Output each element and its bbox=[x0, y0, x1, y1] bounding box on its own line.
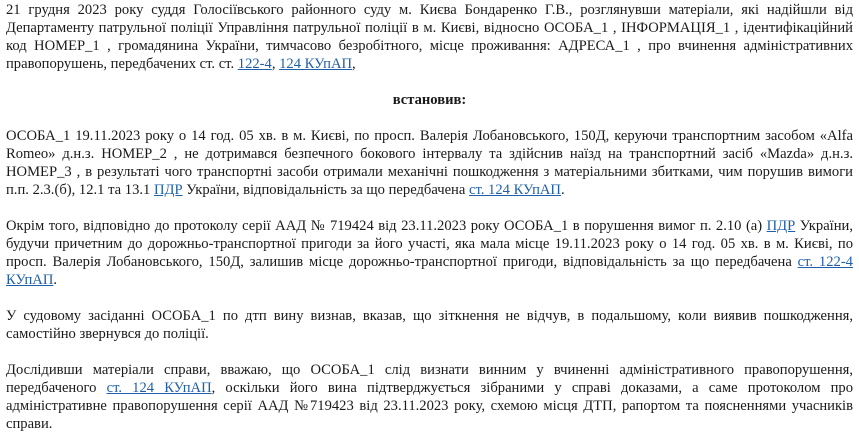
link-article-124-kupap[interactable]: ст. 124 КУпАП bbox=[468, 182, 561, 198]
link-article-122-4-kupap[interactable]: ст. 122-4 КУпАП bbox=[6, 254, 853, 288]
paragraph-hearing bbox=[6, 307, 853, 343]
section-heading: встановив: bbox=[392, 92, 467, 108]
paragraph-text: У судовому засіданні ОСОБА_1 по дтп вину визнав, вказав, що зіткнення не відчув, в подальшому, коли виявив пошкодження, самостійно звернувся до поліції. bbox=[6, 308, 853, 342]
paragraph-text: ОСОБА_1 19.11.2023 року о 14 год. 05 хв. в м. Києві, по просп. Валерія Лобановського, 150Д, керуючи транспортним засобом «Alfa Romeo» д.н.з. НОМЕР_2 , не дотримався безпечного бокового інтервалу та здійснив наїзд на транспортний засіб «Mazda» д.н.з. НОМЕР_3 , в результаті чого транспортні засоби отримали механічні пошкодження з матеріальними збитками, чим порушив вимоги п.п. 2.3.(б), 12.1 та 13.1 bbox=[6, 128, 853, 198]
paragraph-intro bbox=[6, 1, 853, 73]
link-article-122-4[interactable]: 122-4 bbox=[237, 56, 272, 72]
paragraph-text: Окрім того, відповідно до протоколу серії ААД № 719424 від 23.11.2023 року ОСОБА_1 в порушення вимог п. 2.10 (а) bbox=[6, 218, 767, 234]
paragraph-facts bbox=[6, 127, 853, 199]
paragraph-text: . bbox=[560, 182, 565, 198]
paragraph-text: 21 грудня 2023 року суддя Голосіївського районного суду м. Києва Бондаренко Г.В., розглянувши матеріали, які надійшли від Департаменту патрульної поліції Управління патрульної поліції в м. Києві, відносно ОСОБА_1 , ІНФОРМАЦІЯ_1 , ідентифікаційний код НОМЕР_1 , громадянина України, тимчасово безробітного, місце проживання: АДРЕСА_1 , про вчинення адміністративних правопорушень, передбачених ст. ст. bbox=[6, 2, 853, 72]
link-article-124-kupap[interactable]: ст. 124 КУпАП bbox=[106, 380, 212, 396]
paragraph-text: України, відповідальність за що передбачена bbox=[182, 182, 469, 198]
paragraph-text: , оскільки його вина підтверджується зібраними у справі доказами, а саме протоколом про адміністративне правопорушення серії ААД №719423 від 23.11.2023 року, схемою місця ДТП, рапортом та поясненнями учасників справи. bbox=[6, 380, 854, 432]
link-pdr[interactable]: ПДР bbox=[153, 182, 183, 198]
paragraph-text: . bbox=[53, 272, 58, 288]
link-article-124-kupap[interactable]: 124 КУпАП bbox=[279, 56, 353, 72]
paragraph-text: , bbox=[352, 56, 356, 72]
paragraph-conclusion bbox=[6, 361, 853, 433]
paragraph-text: України, будучи причетним до дорожньо-транспортної пригоди за його участі, яка мала місце 19.11.2023 року о 14 год. 05 хв. в м. Києві, по просп. Валерія Лобановського, 150Д, залишив місце дорожньо-транспортної пригоди, відповідальність за що передбачена bbox=[6, 218, 853, 270]
paragraph-text: Дослідивши матеріали справи, вважаю, що ОСОБА_1 слід визнати винним у вчиненні адміністративного правопорушення, передбаченого bbox=[6, 362, 853, 396]
paragraph-protocol bbox=[6, 217, 853, 289]
link-pdr[interactable]: ПДР bbox=[766, 218, 796, 234]
paragraph-text: , bbox=[271, 56, 280, 72]
